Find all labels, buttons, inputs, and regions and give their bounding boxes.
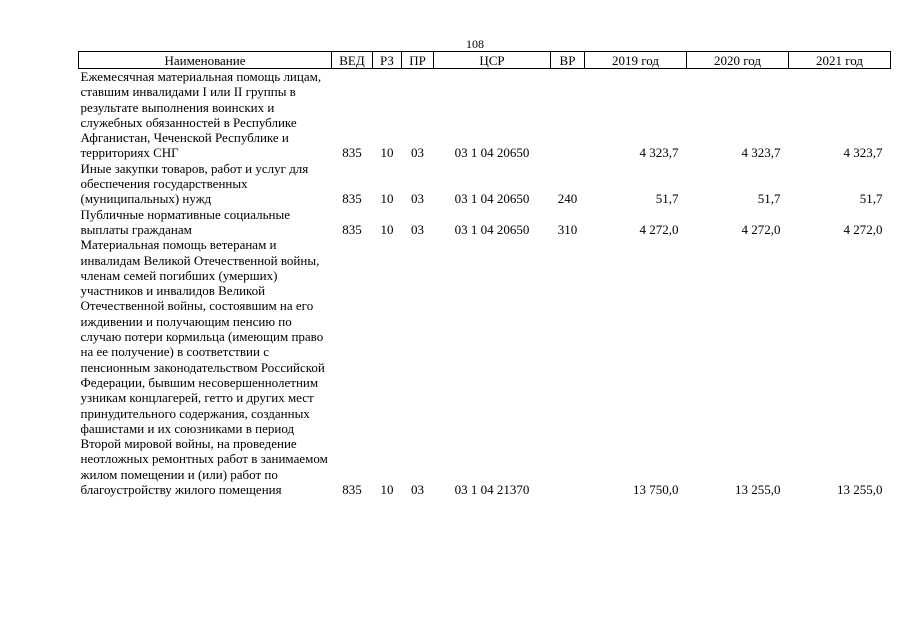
header-rz: РЗ bbox=[373, 52, 402, 69]
row-vr bbox=[551, 69, 585, 161]
table-row bbox=[79, 161, 891, 207]
row-ved: 835 bbox=[342, 191, 362, 207]
table-row bbox=[79, 207, 891, 238]
row-ved: 835 bbox=[342, 482, 362, 498]
row-vr: 240 bbox=[557, 191, 578, 207]
header-name: Наименование bbox=[79, 52, 332, 69]
row-rz: 10 bbox=[380, 191, 394, 207]
row-csr: 03 1 04 20650 bbox=[454, 221, 530, 237]
row-2019: 4 323,7 bbox=[639, 145, 679, 161]
row-2020: 51,7 bbox=[757, 191, 781, 207]
row-vr bbox=[551, 237, 585, 497]
header-vr: ВР bbox=[551, 52, 585, 69]
row-pr: 03 bbox=[411, 482, 424, 498]
row-rz: 10 bbox=[380, 145, 394, 161]
header-2019: 2019 год bbox=[585, 52, 687, 69]
row-name: Иные закупки товаров, работ и услуг для обеспечения государственных (муниципальных) нужд bbox=[80, 160, 309, 207]
row-ved: 835 bbox=[342, 145, 362, 161]
table-header-row bbox=[79, 52, 891, 69]
table-row bbox=[79, 69, 891, 161]
header-2021: 2021 год bbox=[789, 52, 891, 69]
row-vr: 310 bbox=[557, 221, 578, 237]
row-name: Публичные нормативные социальные выплаты гражданам bbox=[80, 206, 290, 237]
header-pr: ПР bbox=[402, 52, 434, 69]
header-ved: ВЕД bbox=[332, 52, 373, 69]
row-csr: 03 1 04 20650 bbox=[454, 145, 530, 161]
table-row bbox=[79, 237, 891, 497]
row-pr: 03 bbox=[411, 221, 424, 237]
row-pr: 03 bbox=[411, 145, 424, 161]
row-2020: 4 272,0 bbox=[741, 221, 781, 237]
row-2019: 13 750,0 bbox=[633, 482, 679, 498]
row-rz: 10 bbox=[380, 221, 394, 237]
row-ved: 835 bbox=[342, 221, 362, 237]
header-csr: ЦСР bbox=[434, 52, 551, 69]
row-name: Материальная помощь ветеранам и инвалидам Великой Отечественной войны, членам семей погибших (умерших) участников и инвалидов Великой Отечественной войны, состоявшим на его иждивении и получающим пенсию по случаю потери кормильца (имеющим право на ее получение) в соответствии с пенсионным законодательством Российской Федерации, бывшим несовершеннолетним узникам концлагерей, гетто и других мест принудительного содержания, созданных фашистами и их союзниками в период Второй мировой войны, на проведение неотложных ремонтных работ в занимаемом жилом помещении и (или) работ по благоустройству жилого помещения bbox=[80, 237, 328, 498]
row-csr: 03 1 04 20650 bbox=[454, 191, 530, 207]
page-number: 108 bbox=[466, 37, 484, 51]
row-2021: 51,7 bbox=[859, 191, 883, 207]
row-2019: 51,7 bbox=[655, 191, 679, 207]
row-2021: 4 272,0 bbox=[843, 221, 883, 237]
row-name: Ежемесячная материальная помощь лицам, ставшим инвалидами I или II группы в результате выполнения воинских и служебных обязанностей в Республике Афганистан, Чеченской Республике и территориях СНГ bbox=[80, 69, 322, 161]
row-csr: 03 1 04 21370 bbox=[454, 482, 530, 498]
row-rz: 10 bbox=[380, 482, 394, 498]
row-2020: 4 323,7 bbox=[741, 145, 781, 161]
header-2020: 2020 год bbox=[687, 52, 789, 69]
row-2019: 4 272,0 bbox=[639, 221, 679, 237]
budget-table bbox=[78, 51, 891, 497]
row-pr: 03 bbox=[411, 191, 424, 207]
row-2020: 13 255,0 bbox=[735, 482, 781, 498]
row-2021: 4 323,7 bbox=[843, 145, 883, 161]
row-2021: 13 255,0 bbox=[837, 482, 883, 498]
